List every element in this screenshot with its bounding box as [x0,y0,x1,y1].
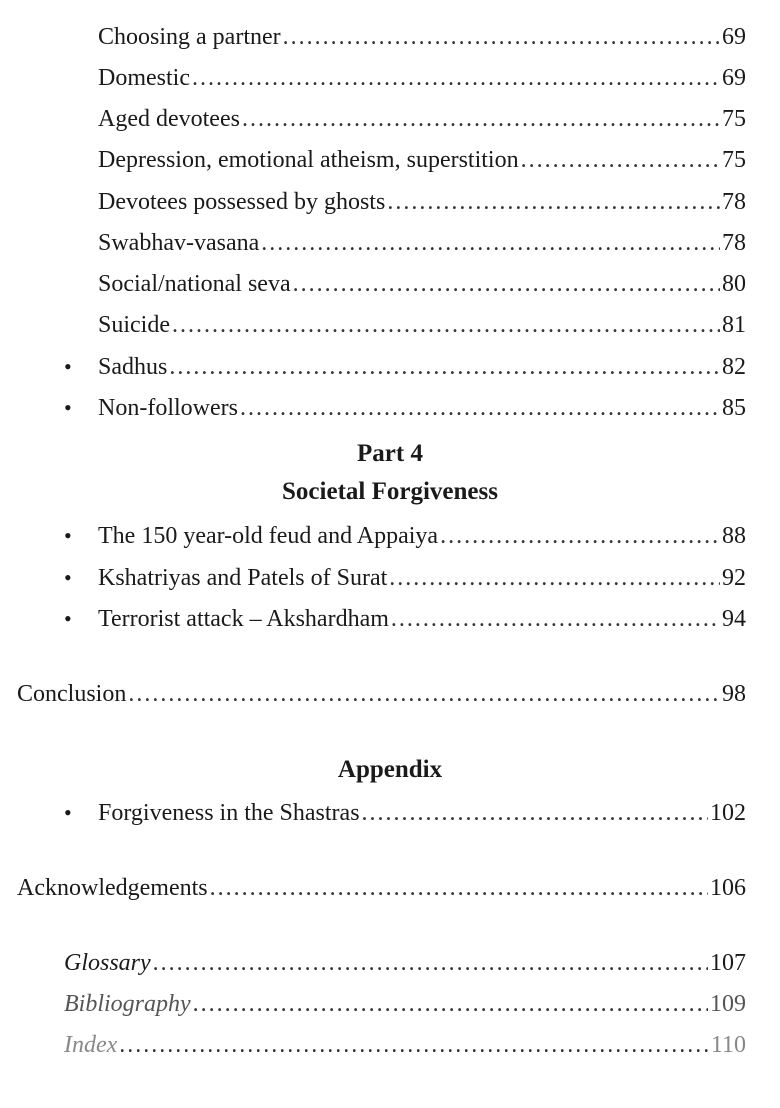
toc-entry-label: Non-followers [98,395,238,421]
toc-entry-label: The 150 year-old feud and Appaiya [98,523,439,549]
toc-entry-label: Swabhav-vasana [98,230,260,256]
toc-entry-page: 110 [710,1032,746,1058]
toc-entry [98,22,746,52]
toc-entry-conclusion [17,679,746,709]
toc-entry-page: 94 [722,606,746,632]
toc-entry-bibliography [64,989,746,1019]
toc-entry-label: Kshatriyas and Patels of Surat [98,565,388,591]
dot-leader [521,145,720,175]
toc-entry-label: Choosing a partner [98,24,281,50]
toc-entry [98,269,746,299]
toc-entry-page: 98 [722,681,746,707]
toc-entry-label: Domestic [98,65,190,91]
toc-entry-acknowledgements [17,873,746,903]
toc-entry-page: 107 [710,950,746,976]
toc-entry-page: 109 [710,991,746,1017]
bullet-icon: • [64,354,72,379]
toc-entry [98,145,746,175]
toc-entry-page: 102 [710,800,746,826]
dot-leader [172,310,720,340]
toc-entry [98,104,746,134]
toc-entry-label: Aged devotees [98,106,240,132]
toc-entry [98,352,746,382]
toc-entry [98,393,746,423]
part-title: Societal Forgiveness [282,478,498,505]
toc-entry [98,187,746,217]
part-label: Part 4 [357,440,423,467]
dot-leader [261,228,720,258]
toc-entry-index [64,1030,746,1060]
toc-entry-label: Index [64,1032,118,1058]
dot-leader [210,873,708,903]
toc-entry [98,563,746,593]
bullet-icon: • [64,523,72,548]
toc-entry-label: Sadhus [98,354,168,380]
toc-entry [98,63,746,93]
dot-leader [242,104,720,134]
toc-entry-page: 69 [722,24,746,50]
toc-entry [98,798,746,828]
toc-entry-page: 78 [722,189,746,215]
dot-leader [387,187,720,217]
dot-leader [193,989,708,1019]
dot-leader [283,22,720,52]
dot-leader [389,563,720,593]
dot-leader [391,604,720,634]
dot-leader [128,679,720,709]
toc-entry-page: 106 [710,875,746,901]
bullet-icon: • [64,606,72,631]
toc-entry-page: 78 [722,230,746,256]
dot-leader [440,521,720,551]
appendix-title: Appendix [337,756,443,783]
toc-entry [98,310,746,340]
dot-leader [192,63,720,93]
bullet-icon: • [64,800,72,825]
toc-entry [98,604,746,634]
toc-entry-page: 88 [722,523,746,549]
toc-entry-page: 81 [722,312,746,338]
dot-leader [362,798,708,828]
toc-entry-label: Glossary [64,950,151,976]
dot-leader [119,1030,709,1060]
toc-entry-label: Terrorist attack – Akshardham [98,606,389,632]
dot-leader [153,948,708,978]
dot-leader [169,352,720,382]
toc-entry-label: Social/national seva [98,271,291,297]
toc-entry-label: Conclusion [17,681,127,707]
toc-entry [98,521,746,551]
dot-leader [293,269,720,299]
toc-entry-glossary [64,948,746,978]
toc-entry [98,228,746,258]
bullet-icon: • [64,565,72,590]
toc-entry-label: Devotees possessed by ghosts [98,189,386,215]
toc-entry-label: Bibliography [64,991,191,1017]
toc-entry-label: Depression, emotional atheism, superstition [98,147,519,173]
toc-entry-page: 92 [722,565,746,591]
toc-entry-label: Acknowledgements [17,875,208,901]
toc-entry-page: 75 [722,147,746,173]
toc-entry-page: 75 [722,106,746,132]
toc-entry-page: 80 [722,271,746,297]
toc-entry-label: Suicide [98,312,170,338]
toc-entry-page: 85 [722,395,746,421]
dot-leader [240,393,720,423]
toc-entry-page: 69 [722,65,746,91]
toc-entry-label: Forgiveness in the Shastras [98,800,360,826]
toc-entry-page: 82 [722,354,746,380]
bullet-icon: • [64,395,72,420]
